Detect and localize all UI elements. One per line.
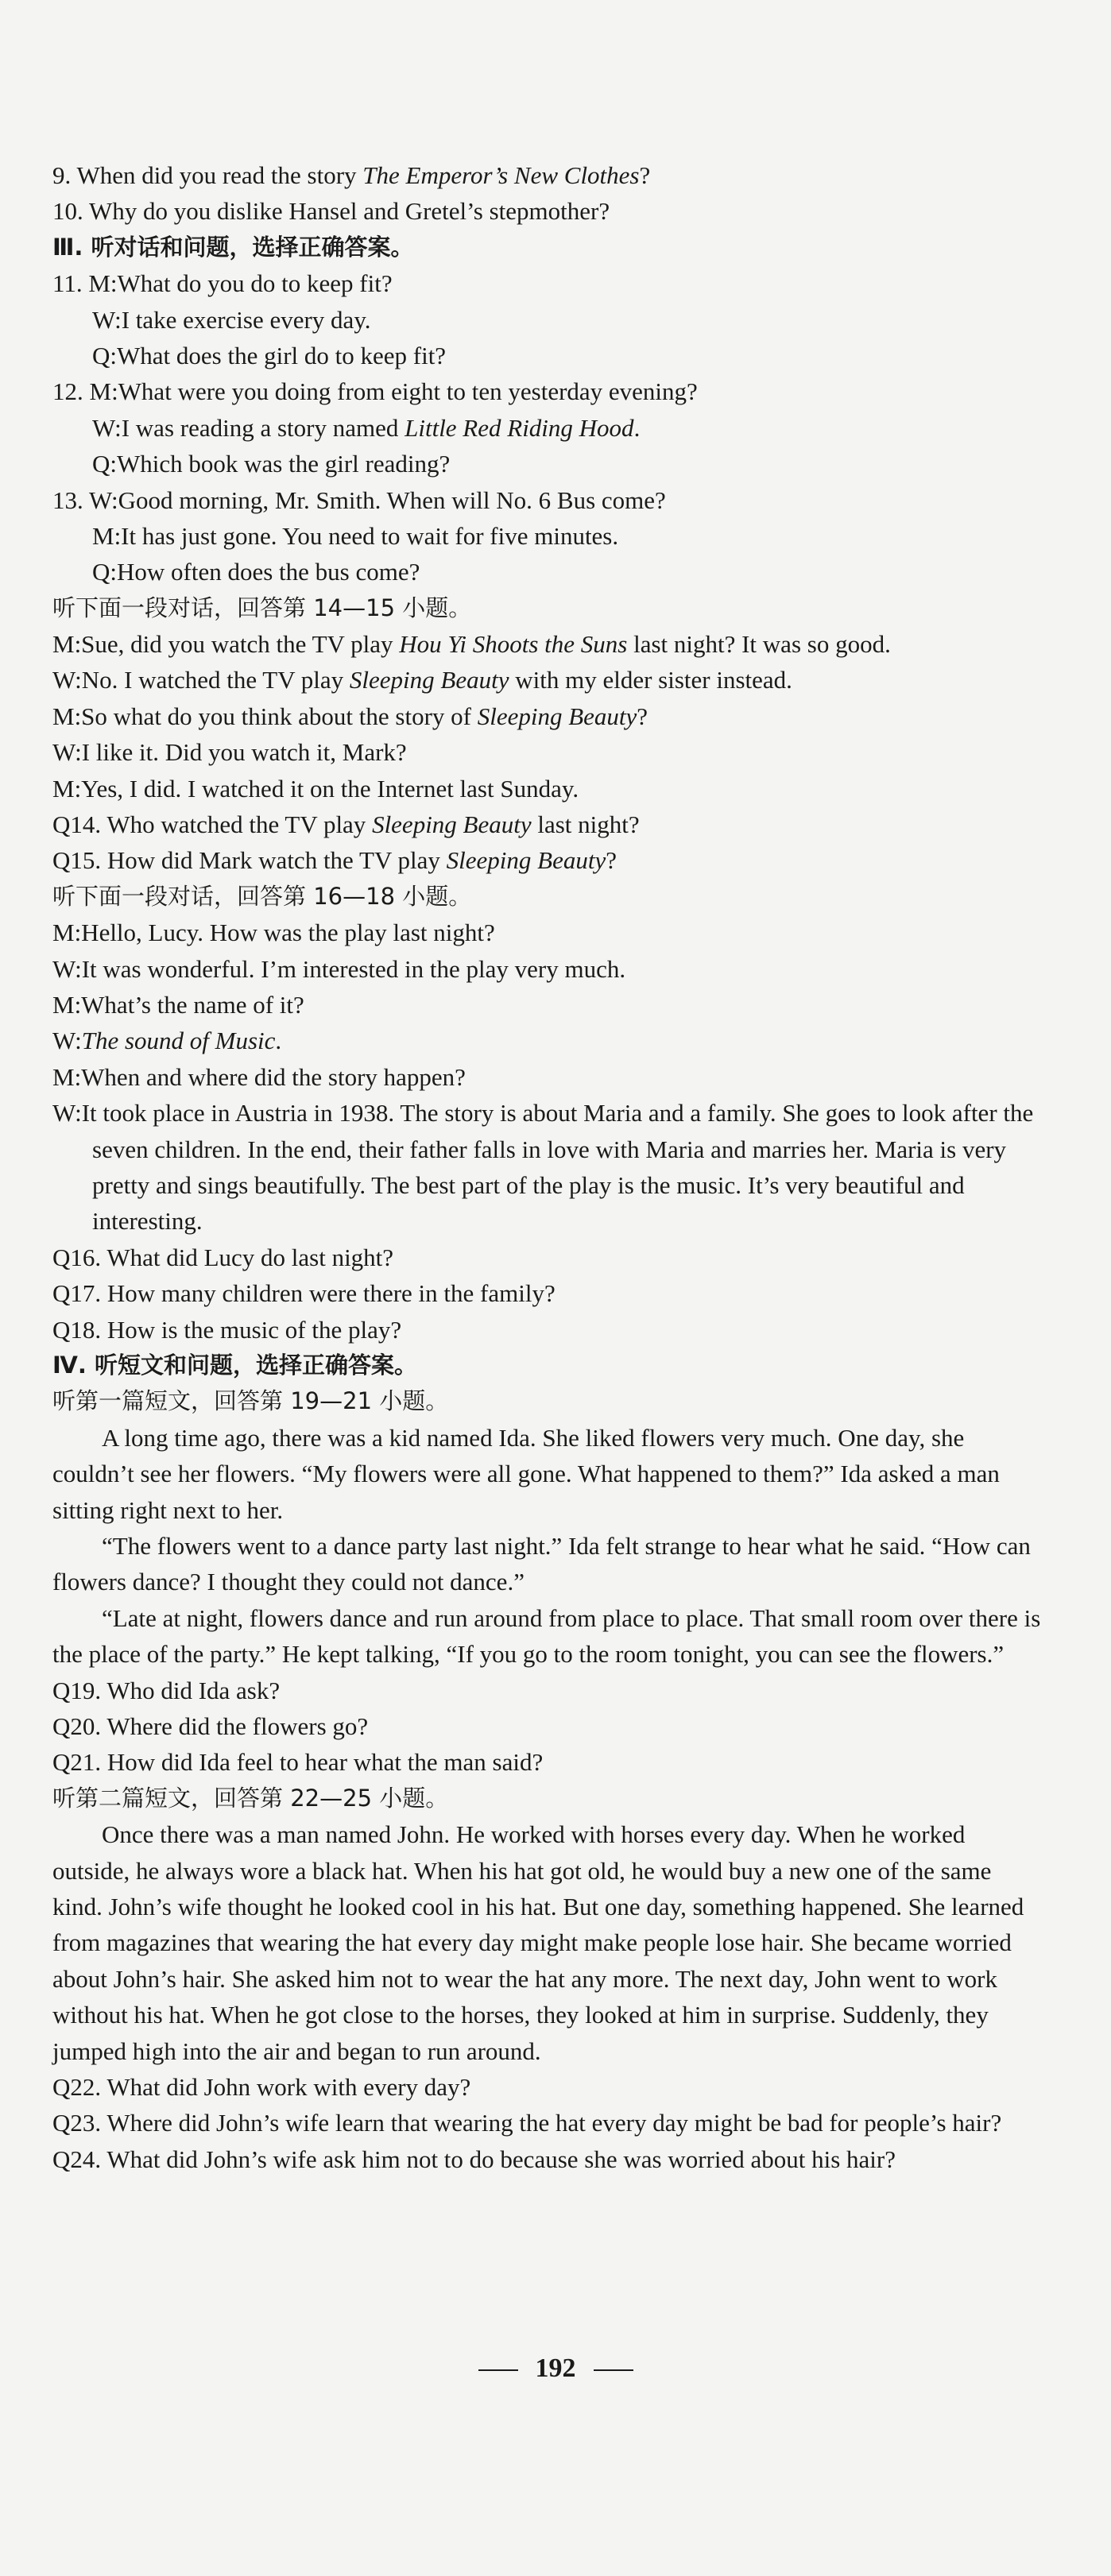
question-24: Q24. What did John’s wife ask him not to do because she was worried about his hair? [52,2145,896,2173]
dialogue-12-q: Q:Which book was the girl reading? [92,450,451,478]
question-21: Q21. How did Ida feel to hear what the man said? [52,1748,544,1777]
dialogue-line-w-title: W:The sound of Music. [52,1027,282,1055]
listening-script-content [52,157,1046,2177]
instruction-16-18: 听下面一段对话，回答第 16—18 小题。 [52,882,472,910]
question-17: Q17. How many children were there in the family? [52,1279,556,1308]
question-9: 9. When did you read the story The Emperor’s New Clothes? [52,161,651,189]
dialogue-line-w-no: W:No. I watched the TV play Sleeping Beauty with my elder sister instead. [52,666,792,694]
page-number-value: 192 [535,2354,576,2383]
question-19: Q19. Who did Ida ask? [52,1676,281,1704]
passage-2-paragraph: Once there was a man named John. He worked with horses every day. When he worked outside, he always wore a black hat. When his hat got old, he would buy a new one of the same kind. John’s wife thought he looked cool in his hat. But one day, something happened. She learned from magazines that wearing the hat every day might make people lose hair. She became worried about John’s hair. She asked him not to wear the hat any more. The next day, John went to work without his hat. When he got close to the horses, they looked at him in surprise. Suddenly, they jumped high into the air and began to run around. [52,1820,1024,2065]
dialogue-line-m-hello: M:Hello, Lucy. How was the play last night? [52,919,495,947]
page-number-right-dash [594,2369,633,2371]
page-number [0,2354,1111,2384]
question-15: Q15. How did Mark watch the TV play Sleeping Beauty? [52,846,617,875]
question-16: Q16. What did Lucy do last night? [52,1243,394,1271]
dialogue-line-w-like: W:I like it. Did you watch it, Mark? [52,738,407,767]
dialogue-line-w-austria: W:It took place in Austria in 1938. The story is about Maria and a family. She goes to look after the seven children. In the end, their father falls in love with Maria and marries her. Maria is very pretty and sings beautifully. The best part of the play is the music. It’s very beautiful and interesting. [52,1099,1034,1236]
question-14: Q14. Who watched the TV play Sleeping Beauty last night? [52,810,640,839]
dialogue-line-m-name: M:What’s the name of it? [52,991,304,1019]
dialogue-line-m-when: M:When and where did the story happen? [52,1062,466,1091]
dialogue-line-m-sue: M:Sue, did you watch the TV play Hou Yi Shoots the Suns last night? It was so good. [52,630,891,659]
dialogue-line-w-wonderful: W:It was wonderful. I’m interested in the play very much. [52,954,626,983]
dialogue-11-q: Q:What does the girl do to keep fit? [92,341,447,369]
dialogue-13-w: 13. W:Good morning, Mr. Smith. When will No. 6 Bus come? [52,485,666,514]
question-20: Q20. Where did the flowers go? [52,1712,369,1740]
passage-1-paragraph-2: “The flowers went to a dance party last night.” Ida felt strange to hear what he said. “How can flowers dance? I thought they could not dance.” [52,1531,1031,1596]
dialogue-13-q: Q:How often does the bus come? [92,558,420,586]
question-22: Q22. What did John work with every day? [52,2073,471,2101]
instruction-14-15: 听下面一段对话，回答第 14—15 小题。 [52,594,472,621]
dialogue-13-m: M:It has just gone. You need to wait for five minutes. [92,521,619,550]
instruction-22-25: 听第二篇短文，回答第 22—25 小题。 [52,1784,449,1812]
section-heading-3: Ⅲ. 听对话和问题，选择正确答案。 [52,233,414,261]
dialogue-11-w: W:I take exercise every day. [92,305,371,334]
dialogue-11-m: 11. M:What do you do to keep fit? [52,269,393,298]
dialogue-12-w: W:I was reading a story named Little Red Riding Hood. [92,413,641,442]
section-heading-4: Ⅳ. 听短文和问题，选择正确答案。 [52,1351,417,1379]
passage-1-paragraph-1: A long time ago, there was a kid named Ida. She liked flowers very much. One day, she couldn’t see her flowers. “My flowers were all gone. What happened to them?” Ida asked a man sitting right next to her. [52,1423,1000,1524]
instruction-19-21: 听第一篇短文，回答第 19—21 小题。 [52,1387,449,1415]
dialogue-line-m-think: M:So what do you think about the story of Sleeping Beauty? [52,702,648,730]
passage-1-paragraph-3: “Late at night, flowers dance and run around from place to place. That small room over there is the place of the party.” He kept talking, “If you go to the room tonight, you can see the flowers.” [52,1603,1041,1669]
question-18: Q18. How is the music of the play? [52,1315,402,1344]
question-10: 10. Why do you dislike Hansel and Gretel’s stepmother? [52,197,610,226]
dialogue-12-m: 12. M:What were you doing from eight to ten yesterday evening? [52,377,698,406]
dialogue-line-m-yes: M:Yes, I did. I watched it on the Internet last Sunday. [52,774,579,803]
page-number-left-dash [478,2369,518,2371]
question-23: Q23. Where did John’s wife learn that wearing the hat every day might be bad for people’s hair? [52,2109,1002,2137]
